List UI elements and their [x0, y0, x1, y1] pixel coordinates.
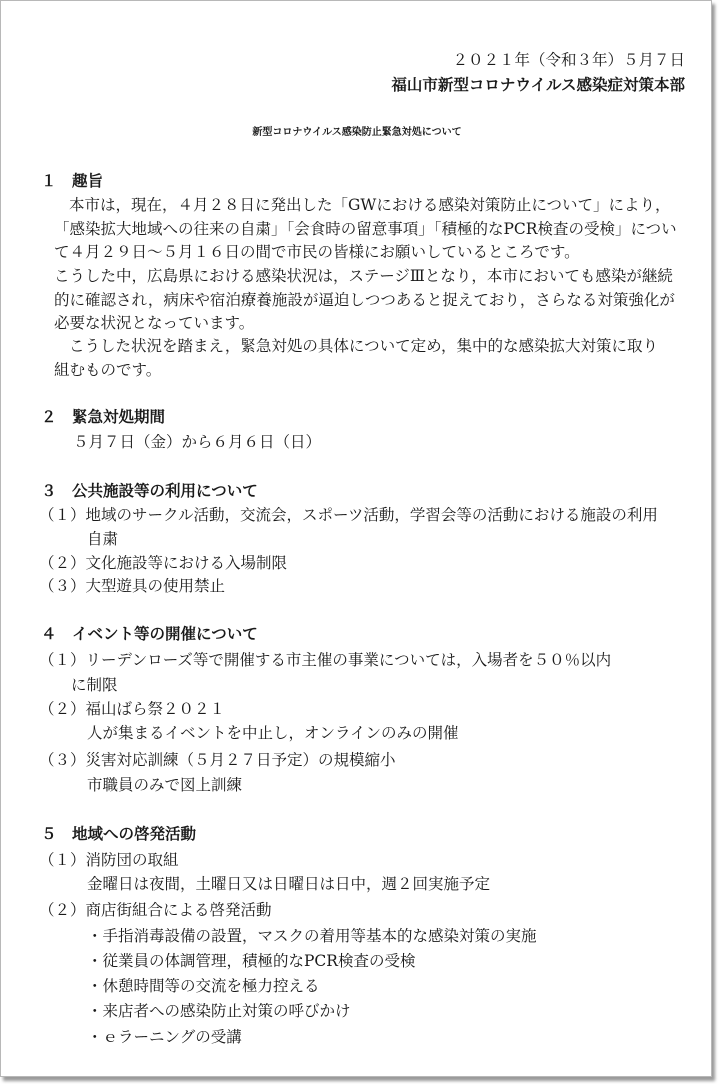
issuing-organization: 福山市新型コロナウイルス感染症対策本部	[391, 76, 685, 94]
document-title: 新型コロナウイルス感染防止緊急対処について	[252, 127, 462, 138]
document-date: ２０２１年（令和３年）５月７日	[452, 51, 685, 69]
section-heading-outreach: ５ 地域への啓発活動	[41, 825, 197, 843]
paragraph-line: 必要な状況となっています。	[54, 314, 255, 332]
section-heading-period: ２ 緊急対処期間	[41, 408, 166, 426]
list-item: （３）災害対応訓練（５月２７日予定）の規模縮小	[39, 751, 396, 769]
paragraph-line: 的に確認され，病床や宿泊療養施設が逼迫しつつあると捉えており，さらなる対策強化が	[54, 291, 675, 309]
paragraph-line: こうした状況を踏まえ，緊急対処の具体について定め，集中的な感染拡大対策に取り	[69, 337, 659, 355]
section-heading-events: ４ イベント等の開催について	[41, 625, 258, 643]
list-item: （２）文化施設等における入場制限	[39, 554, 288, 572]
paragraph-line: 本市は，現在，４月２８日に発出した「GWにおける感染対策防止について」により，	[69, 196, 671, 214]
paragraph-line: 「感染拡大地域への往来の自粛」「会食時の留意事項」「積極的なPCR検査の受検」につい	[54, 220, 677, 238]
bullet-item: ・来店者への感染防止対策の呼びかけ	[87, 1002, 351, 1020]
bullet-item: ・休憩時間等の交流を極力控える	[87, 977, 320, 995]
list-item-continuation: 自粛	[87, 530, 119, 548]
list-item-continuation: に制限	[71, 676, 118, 694]
bullet-item: ・従業員の体調管理，積極的なPCR検査の受検	[87, 952, 416, 970]
paragraph-line: こうした中，広島県における感染状況は，ステージⅢとなり，本市においても感染が継続	[54, 267, 673, 285]
period-text: ５月７日（金）から６月６日（日）	[73, 433, 322, 451]
list-item: （３）大型遊具の使用禁止	[39, 577, 226, 595]
bullet-item: ・手指消毒設備の設置，マスクの着用等基本的な感染対策の実施	[87, 927, 537, 945]
list-item: （２）福山ばら祭２０２１	[39, 700, 226, 718]
section-heading-facilities: ３ 公共施設等の利用について	[41, 482, 258, 500]
list-item-detail: 市職員のみで図上訓練	[87, 776, 243, 794]
list-item-detail: 金曜日は夜間，土曜日又は日曜日は日中，週２回実施予定	[87, 875, 491, 893]
list-item-detail: 人が集まるイベントを中止し，オンラインのみの開催	[87, 724, 459, 742]
list-item: （１）地域のサークル活動，交流会，スポーツ活動，学習会等の活動における施設の利用	[39, 506, 658, 524]
list-item: （２）商店街組合による啓発活動	[39, 901, 272, 919]
bullet-item: ・ｅラーニングの受講	[87, 1028, 242, 1046]
list-item: （１）リーデンローズ等で開催する市主催の事業については，入場者を５０％以内	[39, 651, 612, 669]
section-heading-purpose: １ 趣旨	[41, 172, 104, 190]
paragraph-line: 組むものです。	[54, 361, 162, 379]
list-item: （１）消防団の取組	[39, 851, 179, 869]
paragraph-line: て４月２９日～５月１６日の間で市民の皆様にお願いしているところです。	[54, 243, 580, 261]
